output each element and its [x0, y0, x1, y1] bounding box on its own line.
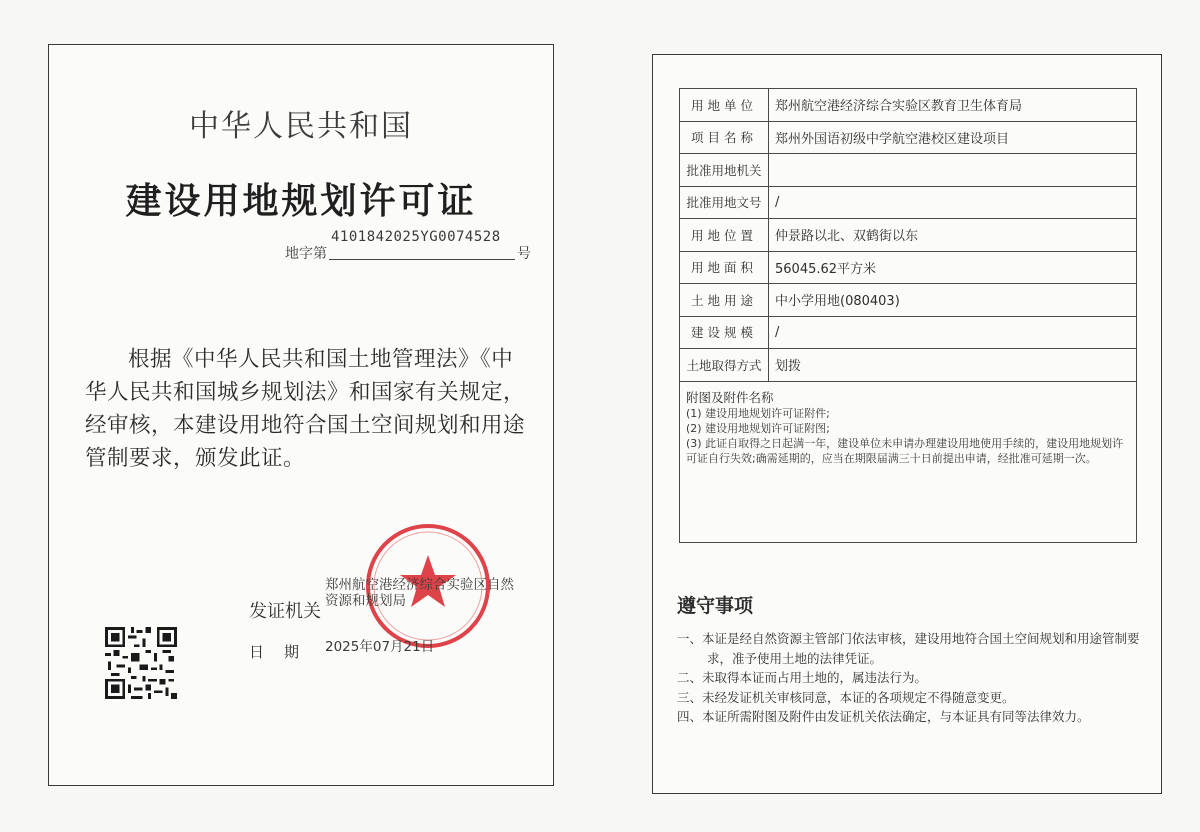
date-label: 日期 [249, 643, 320, 661]
row-label-acquisition-method: 土地取得方式 [680, 349, 769, 382]
certificate-number: 4101842025YG0074528 [331, 229, 501, 245]
row-label-project-name: 项目名称 [680, 121, 769, 154]
row-value-location: 仲景路以北、双鹤街以东 [769, 219, 1137, 252]
rule-item: 三、未经发证机关审核同意，本证的各项规定不得随意变更。 [677, 689, 1015, 705]
table-row [680, 349, 1137, 382]
row-label-location: 用地位置 [680, 219, 769, 252]
table-row [680, 219, 1137, 252]
row-value-area: 56045.62平方米 [769, 251, 1137, 284]
row-value-land-user: 郑州航空港经济综合实验区教育卫生体育局 [769, 89, 1137, 122]
table-row [680, 251, 1137, 284]
row-value-acquisition-method: 划拨 [769, 349, 1137, 382]
issue-date: 2025年07月21日 [325, 639, 435, 655]
certificate-title: 建设用地规划许可证 [125, 181, 477, 222]
issuer-label: 发证机关 [249, 601, 321, 622]
country-name: 中华人民共和国 [189, 109, 413, 144]
land-info-table [679, 88, 1137, 543]
row-value-project-name: 郑州外国语初级中学航空港校区建设项目 [769, 121, 1137, 154]
rules-list [677, 629, 1147, 727]
certificate-number-suffix: 号 [517, 246, 531, 262]
table-row [680, 89, 1137, 122]
attachment-item: (1) 建设用地规划许可证附件; [686, 406, 830, 420]
row-value-construction-scale: / [769, 316, 1137, 349]
rule-item: 二、未取得本证而占用土地的，属违法行为。 [677, 670, 928, 685]
table-row [680, 284, 1137, 317]
row-label-approval-authority: 批准用地机关 [680, 154, 769, 187]
row-label-area: 用地面积 [680, 251, 769, 284]
attachment-item: (3) 此证自取得之日起满一年，建设单位未申请办理建设用地使用手续的，建设用地规划许可证自行失效;确需延期的，应当在期限届满三十日前提出申请，经批准可延期一次。 [686, 436, 1124, 465]
certificate-front-page [48, 44, 554, 786]
table-row [680, 316, 1137, 349]
table-row [680, 121, 1137, 154]
row-label-approval-document: 批准用地文号 [680, 186, 769, 219]
table-row [680, 381, 1137, 542]
attachment-item: (2) 建设用地规划许可证附图; [686, 421, 830, 435]
rule-item: 一、本证是经自然资源主管部门依法审核，建设用地符合国土空间规划和用途管制要求，准予使用土地的法律凭证。 [677, 631, 1140, 666]
row-label-construction-scale: 建设规模 [680, 316, 769, 349]
rule-item: 四、本证所需附图及附件由发证机关依法确定，与本证具有同等法律效力。 [677, 709, 1090, 724]
certificate-statement: 根据《中华人民共和国土地管理法》《中华人民共和国城乡规划法》和国家有关规定，经审核，本建设用地符合国土空间规划和用途管制要求，颁发此证。 [85, 347, 526, 471]
certificate-details-page [652, 54, 1162, 794]
row-label-land-use: 土地用途 [680, 284, 769, 317]
row-value-approval-document: / [769, 186, 1137, 219]
table-row [680, 186, 1137, 219]
rules-title: 遵守事项 [677, 595, 754, 617]
attachments-title: 附图及附件名称 [686, 389, 774, 405]
certificate-number-prefix: 地字第 [285, 246, 327, 262]
certificate-number-underline [329, 259, 515, 260]
qr-code [105, 627, 177, 699]
table-row [680, 154, 1137, 187]
certificate-number-row [285, 231, 535, 261]
row-value-approval-authority [769, 154, 1137, 187]
issuer-name: 郑州航空港经济综合实验区自然资源和规划局 [325, 577, 514, 609]
row-value-land-use: 中小学用地(080403) [769, 284, 1137, 317]
row-label-land-user: 用地单位 [680, 89, 769, 122]
attachments-cell [680, 381, 1137, 542]
